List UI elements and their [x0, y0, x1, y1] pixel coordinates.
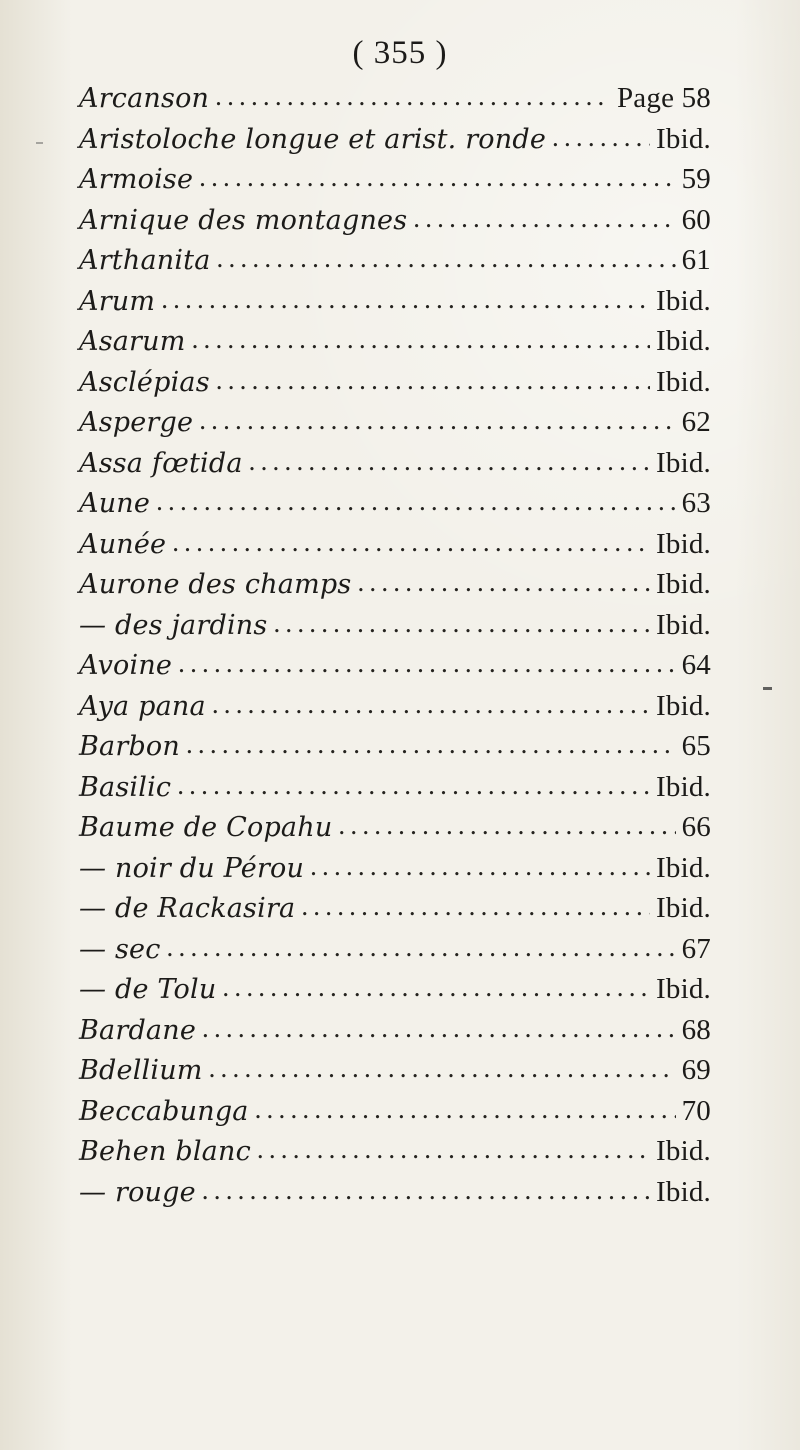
- index-entry: [79, 524, 711, 565]
- entry-page: 64: [681, 649, 711, 681]
- dot-leader: [192, 319, 650, 359]
- dot-leader: [357, 562, 650, 602]
- dot-leader: [552, 117, 650, 157]
- index-entry: [79, 726, 711, 767]
- dot-leader: [257, 1129, 650, 1169]
- dot-leader: [202, 1008, 676, 1048]
- entry-name: Aune: [79, 488, 151, 519]
- index-entry: [79, 1010, 711, 1051]
- entry-name: — de Tolu: [79, 974, 217, 1005]
- entry-page: 59: [681, 163, 711, 195]
- entry-page: Ibid.: [656, 284, 711, 317]
- index-entry: [79, 848, 711, 889]
- entry-name: Asperge: [79, 407, 194, 438]
- index-entry: [79, 1131, 711, 1172]
- dot-leader: [255, 1089, 676, 1129]
- entry-name: Aya pana: [79, 690, 206, 722]
- entry-page: Ibid.: [656, 568, 711, 600]
- index-entry: [79, 807, 711, 848]
- dot-leader: [199, 400, 675, 440]
- entry-name: Basilic: [79, 771, 172, 803]
- entry-page: Ibid.: [656, 770, 711, 803]
- entry-page: 67: [681, 932, 711, 965]
- entry-name: Asclépias: [79, 366, 210, 398]
- entry-page: Ibid.: [656, 689, 711, 722]
- dot-leader: [217, 238, 676, 278]
- entry-name: Behen blanc: [79, 1136, 251, 1167]
- index-entry: [79, 605, 711, 646]
- entry-name: Avoine: [79, 650, 173, 681]
- index-entry: [79, 321, 711, 362]
- dot-leader: [310, 846, 650, 886]
- dot-leader: [202, 1170, 650, 1210]
- index-entry: [79, 1091, 711, 1132]
- entry-page: Ibid.: [656, 851, 711, 884]
- dot-leader: [172, 522, 650, 562]
- entry-name: — noir du Pérou: [79, 852, 305, 884]
- entry-name: Aurone des champs: [79, 569, 352, 600]
- entry-name: Bardane: [79, 1014, 196, 1046]
- index-entry: [79, 159, 711, 200]
- dot-leader: [156, 481, 676, 521]
- page-number: ( 355 ): [352, 35, 448, 71]
- margin-mark: [36, 142, 43, 144]
- dot-leader: [222, 967, 650, 1007]
- entry-page: Ibid.: [656, 608, 711, 641]
- index-entry: [79, 443, 711, 484]
- entry-page: Ibid.: [656, 1175, 711, 1208]
- entry-name: — des jardins: [79, 609, 268, 641]
- margin-mark: [763, 687, 772, 690]
- entry-page: Ibid.: [656, 1135, 711, 1167]
- entry-page: 65: [681, 730, 711, 762]
- entry-name: Arcanson: [79, 83, 210, 114]
- entry-page: Page 58: [616, 82, 711, 114]
- index-entry: [79, 483, 711, 524]
- entry-name: Arnique des montagnes: [79, 204, 408, 236]
- entry-page: 68: [681, 1013, 711, 1046]
- entry-page: Ibid.: [656, 325, 711, 357]
- entry-page: 60: [681, 203, 711, 236]
- entry-name: Asarum: [79, 326, 186, 357]
- index-entry: [79, 686, 711, 727]
- entry-name: Aristoloche longue et arist. ronde: [79, 123, 547, 155]
- entry-page: 70: [681, 1094, 711, 1127]
- entry-name: — rouge: [79, 1176, 196, 1208]
- index-entry: [79, 888, 711, 929]
- dot-leader: [338, 805, 675, 845]
- dot-leader: [301, 886, 650, 926]
- dot-leader: [249, 441, 650, 481]
- entry-name: Bdellium: [79, 1055, 203, 1086]
- entry-page: 63: [681, 487, 711, 519]
- entry-page: 61: [681, 244, 711, 276]
- index-entry: [79, 78, 711, 119]
- dot-leader: [161, 279, 650, 319]
- entry-name: Baume de Copahu: [79, 812, 333, 843]
- entry-name: Armoise: [79, 164, 194, 195]
- entry-page: Ibid.: [656, 365, 711, 398]
- index-entry: [79, 1050, 711, 1091]
- index-entry: [79, 929, 711, 970]
- index-entry: [79, 969, 711, 1010]
- dot-leader: [177, 765, 650, 805]
- index-entry: [79, 564, 711, 605]
- entry-name: Barbon: [79, 731, 180, 762]
- entry-page: Ibid.: [656, 973, 711, 1005]
- index-entry: [79, 281, 711, 322]
- entry-page: Ibid.: [656, 122, 711, 155]
- dot-leader: [199, 157, 675, 197]
- dot-leader: [186, 724, 676, 764]
- dot-leader: [273, 603, 650, 643]
- entry-page: 66: [681, 811, 711, 843]
- entry-page: 62: [681, 406, 711, 438]
- entry-page: Ibid.: [656, 892, 711, 924]
- entry-name: Arthanita: [79, 245, 211, 276]
- dot-leader: [178, 643, 675, 683]
- entry-page: Ibid.: [656, 446, 711, 479]
- index-entry: [79, 767, 711, 808]
- index-entry: [79, 645, 711, 686]
- entry-page: 69: [681, 1054, 711, 1086]
- entry-name: — sec: [79, 933, 161, 965]
- entry-page: Ibid.: [656, 527, 711, 560]
- entry-name: Beccabunga: [79, 1095, 249, 1127]
- entry-name: Assa fœtida: [79, 447, 243, 479]
- entry-name: — de Rackasira: [79, 893, 296, 924]
- index-list: [79, 78, 711, 1212]
- index-entry: [79, 362, 711, 403]
- index-entry: [79, 1172, 711, 1213]
- index-entry: [79, 240, 711, 281]
- dot-leader: [216, 360, 650, 400]
- dot-leader: [209, 1048, 676, 1088]
- dot-leader: [215, 76, 611, 116]
- index-entry: [79, 402, 711, 443]
- index-entry: [79, 119, 711, 160]
- entry-name: Arum: [79, 285, 156, 317]
- entry-name: Aunée: [79, 528, 167, 560]
- dot-leader: [413, 198, 675, 238]
- dot-leader: [167, 927, 676, 967]
- dot-leader: [212, 684, 650, 724]
- index-entry: [79, 200, 711, 241]
